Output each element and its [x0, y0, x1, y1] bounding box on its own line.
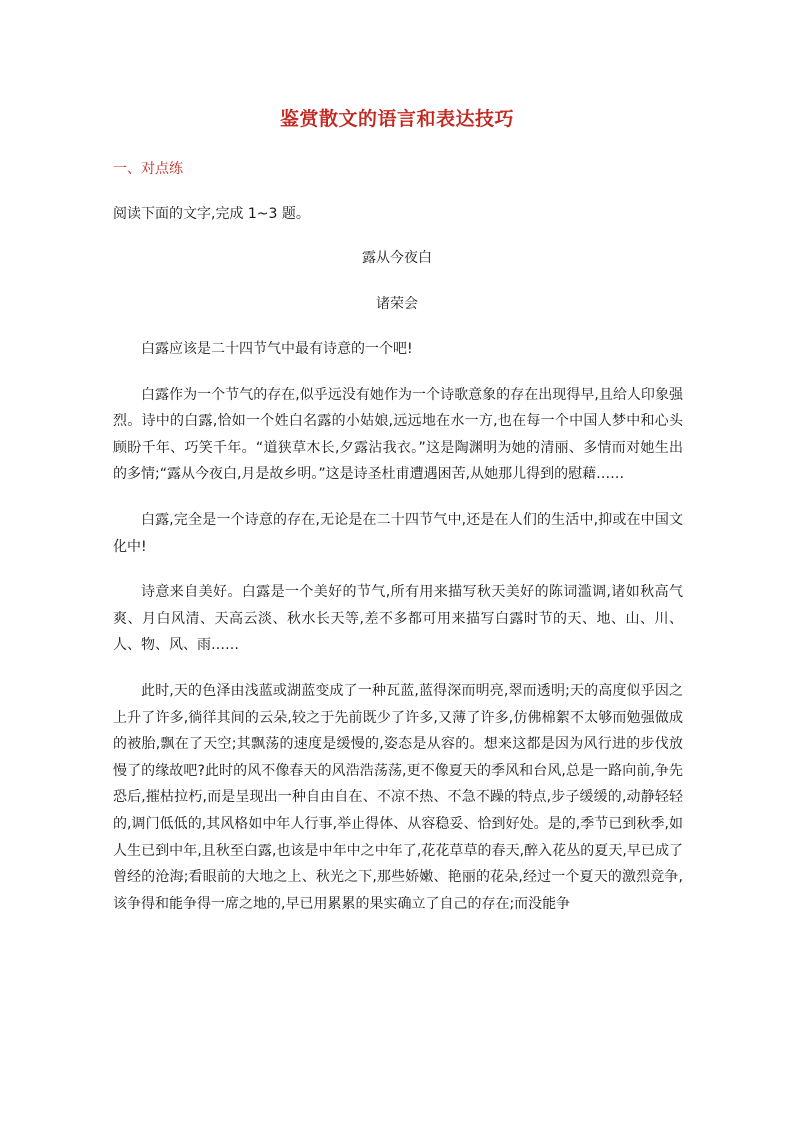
- essay-paragraph-5: 此时,天的色泽由浅蓝或湖蓝变成了一种瓦蓝,蓝得深而明亮,翠而透明;天的高度似乎因之上升了许多,徜徉其间的云朵,较之于先前既少了许多,又薄了许多,仿佛棉絮不太够而勉强做成的被胎,飘在了天空;其飘荡的速度是缓慢的,姿态是从容的。想来这都是因为风行进的步伐放慢了的缘故吧?此时的风不像春天的风浩浩荡荡,更不像夏天的季风和台风,总是一路向前,争先恐后,摧枯拉朽,而是呈现出一种自由自在、不凉不热、不急不躁的特点,步子缓缓的,动静轻轻的,调门低低的,其风格如中年人行事,举止得体、从容稳妥、恰到好处。是的,季节已到秋季,如人生已到中年,且秋至白露,也该是中年中之中年了,花花草草的春天,醉入花丛的夏天,早已成了曾经的沧海;看眼前的大地之上、秋光之下,那些娇嫩、艳丽的花朵,经过一个夏天的激烈竞争,该争得和能争得一席之地的,早已用累累的果实确立了自己的存在;而没能争: [113, 682, 683, 912]
- essay-author: 诸荣会: [376, 296, 418, 312]
- essay-paragraph-1: 白露应该是二十四节气中最有诗意的一个吧!: [141, 341, 413, 357]
- essay-title: 露从今夜白: [362, 250, 432, 266]
- essay-body: [113, 336, 683, 936]
- section-heading: 一、对点练: [113, 161, 183, 177]
- document-title: 鉴赏散文的语言和表达技巧: [279, 108, 514, 130]
- reading-instruction: 阅读下面的文字,完成 1~3 题。: [113, 206, 310, 222]
- essay-paragraph-3: 白露,完全是一个诗意的存在,无论是在二十四节气中,还是在人们的生活中,抑或在中国文化中!: [113, 511, 683, 555]
- essay-paragraph-4: 诗意来自美好。白露是一个美好的节气,所有用来描写秋天美好的陈词滥调,诸如秋高气爽、月白风清、天高云淡、秋水长天等,差不多都可用来描写白露时节的天、地、山、川、人、物、风、雨……: [113, 584, 683, 654]
- essay-paragraph-2: 白露作为一个节气的存在,似乎远没有她作为一个诗歌意象的存在出现得早,且给人印象强烈。诗中的白露,恰如一个姓白名露的小姑娘,远远地在水一方,也在每一个中国人梦中和心头顾盼千年、巧笑千年。“道狭草木长,夕露沾我衣。”这是陶渊明为她的清丽、多情而对她生出的多情;“露从今夜白,月是故乡明。”这是诗圣杜甫遭遇困苦,从她那儿得到的慰藉……: [113, 386, 683, 483]
